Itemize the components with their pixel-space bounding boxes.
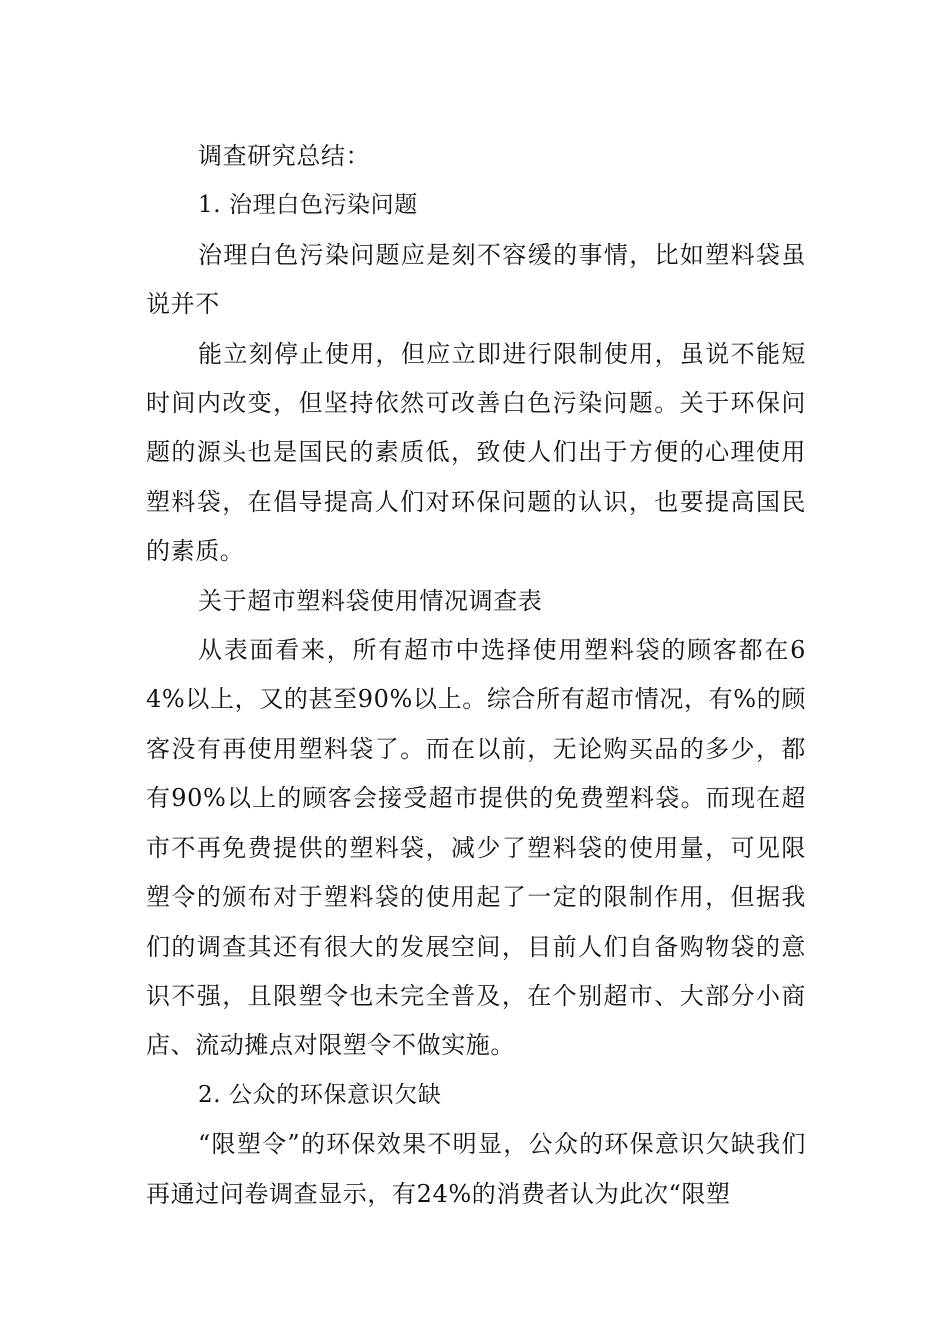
paragraph-2: 能立刻停止使用，但应立即进行限制使用，虽说不能短时间内改变，但坚持依然可改善白色污染问题。关于环保问题的源头也是国民的素质低，致使人们出于方便的心理使用塑料袋，在倡导提高人们对环保问题的认识，也要提高国民的素质。 bbox=[146, 339, 806, 566]
table-caption: 关于超市塑料袋使用情况调查表 bbox=[198, 586, 543, 615]
paragraph-3: 从表面看来，所有超市中选择使用塑料袋的顾客都在64%以上，又的甚至90%以上。综合所有超市情况，有%的顾客没有再使用塑料袋了。而在以前，无论购买品的多少，都有90%以上的顾客会接受超市提供的免费塑料袋。而现在超市不再免费提供的塑料袋，减少了塑料袋的使用量，可见限塑令的颁布对于塑料袋的使用起了一定的限制作用，但据我们的调查其还有很大的发展空间，目前人们自备购物袋的意识不强，且限塑令也未完全普及，在个别超市、大部分小商店、流动摊点对限塑令不做实施。 bbox=[146, 636, 806, 1060]
section-heading-2: 2. 公众的环保意识欠缺 bbox=[198, 1081, 442, 1108]
summary-title: 调查研究总结： bbox=[198, 142, 371, 170]
document-body bbox=[146, 132, 806, 1219]
paragraph-4: “限塑令”的环保效果不明显，公众的环保意识欠缺我们再通过问卷调查显示，有24%的消费者认为此次“限塑 bbox=[146, 1130, 806, 1208]
section-heading-1: 1. 治理白色污染问题 bbox=[198, 192, 418, 219]
paragraph-1: 治理白色污染问题应是刻不容缓的事情，比如塑料袋虽说并不 bbox=[146, 240, 806, 319]
